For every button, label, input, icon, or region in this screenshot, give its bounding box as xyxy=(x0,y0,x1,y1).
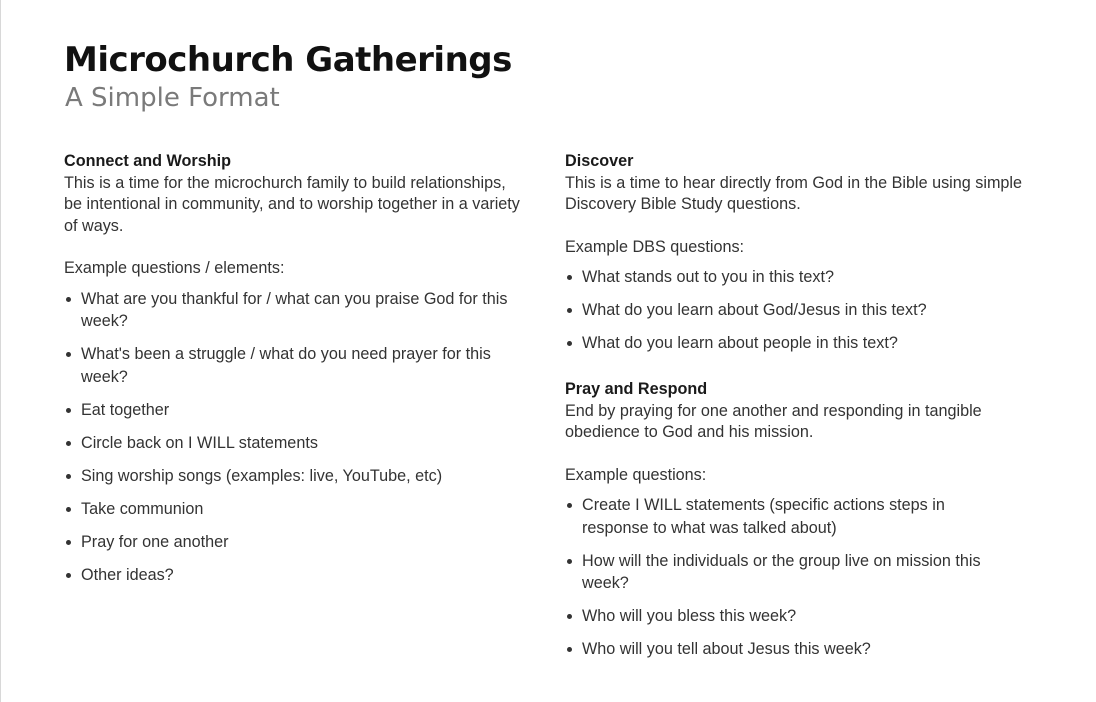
list-item: Create I WILL statements (specific actions steps in response to what was talked about) xyxy=(565,494,1005,539)
example-label: Example questions: xyxy=(565,465,707,484)
list-item: What are you thankful for / what can you praise God for this week? xyxy=(64,288,526,333)
page-title: Microchurch Gatherings xyxy=(64,40,512,80)
section-description: This is a time for the microchurch family to build relationships, be intentional in community, and to worship together in a variety of ways. xyxy=(64,173,520,235)
discover-section xyxy=(565,151,1035,355)
list-item: What's been a struggle / what do you need prayer for this week? xyxy=(64,343,526,388)
section-heading: Connect and Worship xyxy=(64,152,231,170)
list-item: Circle back on I WILL statements xyxy=(64,432,526,455)
section-heading: Discover xyxy=(565,152,634,170)
list-item: Who will you tell about Jesus this week? xyxy=(565,638,1005,661)
example-label: Example questions / elements: xyxy=(64,259,285,277)
list-item: How will the individuals or the group live on mission this week? xyxy=(565,550,1005,595)
list-item: Eat together xyxy=(64,399,526,422)
page-subtitle: A Simple Format xyxy=(65,83,280,113)
example-list xyxy=(64,288,526,587)
list-item: What do you learn about people in this text? xyxy=(565,332,1035,355)
list-item: Sing worship songs (examples: live, YouTube, etc) xyxy=(64,465,526,488)
list-item: Take communion xyxy=(64,498,526,521)
list-item: Other ideas? xyxy=(64,564,526,587)
page-border xyxy=(0,0,1,702)
list-item: What stands out to you in this text? xyxy=(565,266,1035,289)
list-item: Who will you bless this week? xyxy=(565,605,1005,628)
pray-respond-section xyxy=(565,379,1035,661)
example-list xyxy=(565,494,1005,661)
list-item: Pray for one another xyxy=(64,531,526,554)
connect-worship-section xyxy=(64,151,534,597)
example-list xyxy=(565,266,1035,355)
right-column xyxy=(565,151,1035,671)
section-description: End by praying for one another and responding in tangible obedience to God and his mission. xyxy=(565,401,982,441)
example-label: Example DBS questions: xyxy=(565,237,745,256)
list-item: What do you learn about God/Jesus in this text? xyxy=(565,299,1035,322)
section-description: This is a time to hear directly from God in the Bible using simple Discovery Bible Study questions. xyxy=(565,173,1023,213)
section-heading: Pray and Respond xyxy=(565,380,708,398)
